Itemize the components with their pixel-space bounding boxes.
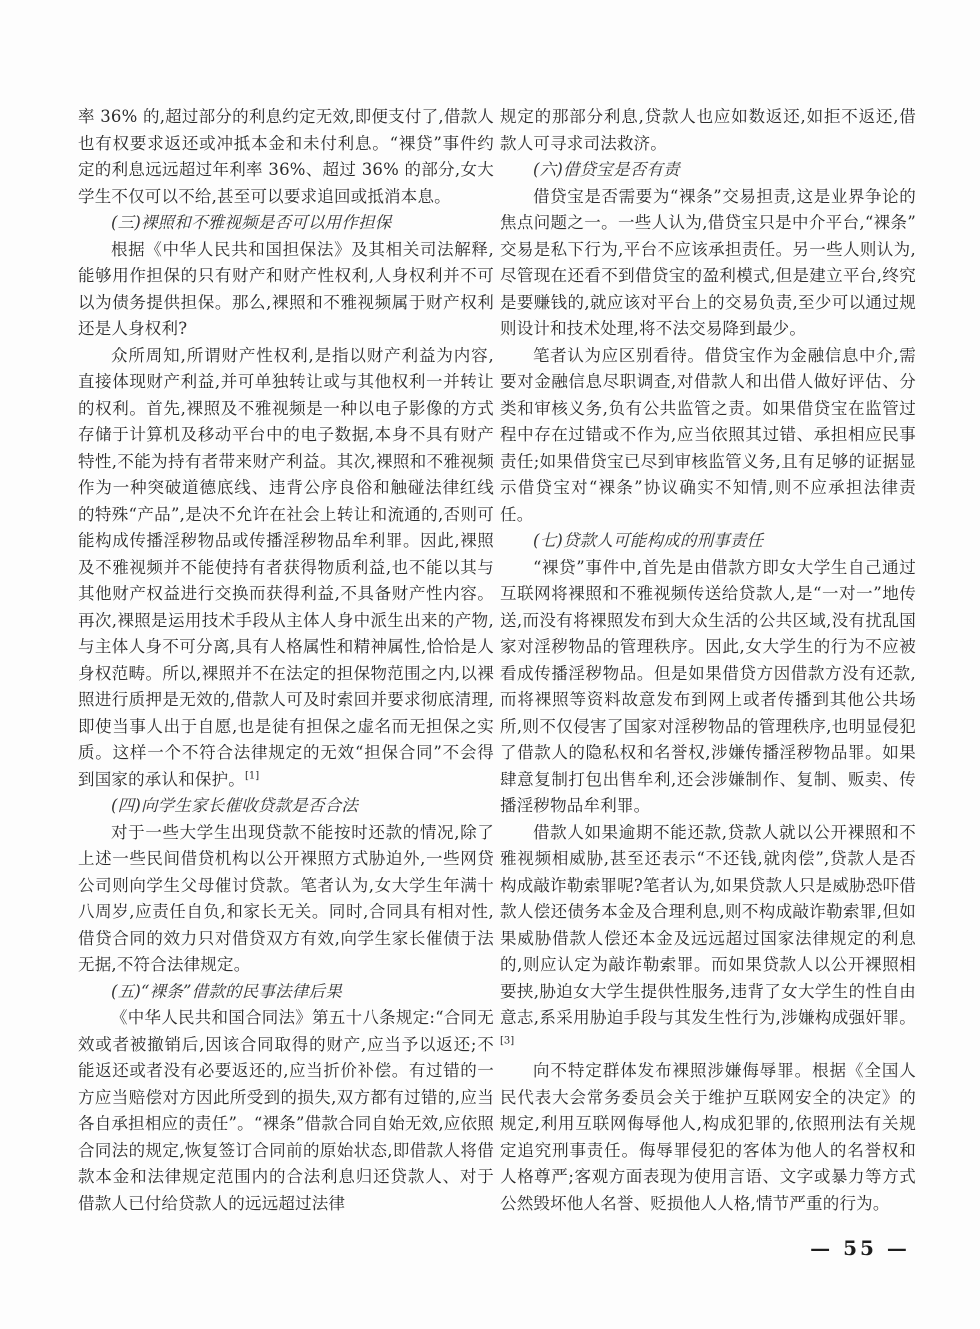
section-heading-4 bbox=[78, 793, 494, 820]
section-heading-3 bbox=[78, 210, 494, 237]
heading-text: (六)借贷宝是否有责 bbox=[533, 160, 680, 179]
section-heading-5 bbox=[78, 979, 494, 1006]
paragraph bbox=[500, 820, 916, 1059]
left-column bbox=[78, 104, 494, 1217]
paragraph-text: 众所周知,所谓财产性权利,是指以财产利益为内容,直接体现财产利益,并可单独转让或与其他权利一并转让的权利。首先,裸照及不雅视频是一种以电子影像的方式存储于计算机及移动平台中的电子数据,本身不具有财产特性,不能为持有者带来财产利益。其次,裸照和不雅视频作为一种突破道德底线、违背公序良俗和触碰法律红线的特殊“产品”,是决不允许在社会上转让和流通的,否则可能构成传播淫秽物品或传播淫秽物品牟利罪。因此,裸照及不雅视频并不能使持有者获得物质利益,也不能以其与其他财产权益进行交换而获得利益,不具备财产性内容。再次,裸照是运用技术手段从主体人身中派生出来的产物,与主体人身不可分离,具有人格属性和精神属性,恰恰是人身权范畴。所以,裸照并不在法定的担保物范围之内,以裸照进行质押是无效的,借款人可及时索回并要求彻底清理,即使当事人出于自愿,也是徒有担保之虚名而无担保之实质。这样一个不符合法律规定的无效“担保合同”不会得到国家的承认和保护。 bbox=[78, 345, 494, 789]
paragraph-text: 对于一些大学生出现贷款不能按时还款的情况,除了上述一些民间借贷机构以公开裸照方式胁迫外,一些网贷公司则向学生父母催讨贷款。笔者认为,女大学生年满十八周岁,应责任自负,和家长无关。同时,合同具有相对性,借贷合同的效力只对借贷双方有效,向学生家长催债于法无据,不符合法律规定。 bbox=[78, 822, 494, 974]
section-heading-7 bbox=[500, 528, 916, 555]
paragraph-text: “裸贷”事件中,首先是由借款方即女大学生自己通过互联网将裸照和不雅视频传送给贷款人,是“一对一”地传送,而没有将裸照发布到大众生活的公共区域,没有扰乱国家对淫秽物品的管理秩序。因此,女大学生的行为不应被看成传播淫秽物品。但是如果借贷方因借款方没有还款,而将裸照等资料故意发布到网上或者传播到其他公共场所,则不仅侵害了国家对淫秽物品的管理秩序,也明显侵犯了借款人的隐私权和名誉权,涉嫌传播淫秽物品罪。如果肆意复制打包出售牟利,还会涉嫌制作、复制、贩卖、传播淫秽物品牟利罪。 bbox=[500, 557, 916, 815]
footnote-marker: [3] bbox=[500, 1035, 515, 1046]
paragraph bbox=[78, 820, 494, 979]
paragraph bbox=[78, 1005, 494, 1217]
paragraph bbox=[500, 555, 916, 820]
paragraph-text: 向不特定群体发布裸照涉嫌侮辱罪。根据《全国人民代表大会常务委员会关于维护互联网安全的决定》的规定,利用互联网侮辱他人,构成犯罪的,依照刑法有关规定追究刑事责任。侮辱罪侵犯的客体为他人的名誉权和人格尊严;客观方面表现为使用言语、文字或暴力等方式公然毁坏他人名誉、贬损他人人格,情节严重的行为。 bbox=[500, 1061, 916, 1213]
heading-text: (五)“裸条”借款的民事法律后果 bbox=[111, 981, 342, 1001]
page-number: — 55 — bbox=[810, 1236, 910, 1260]
right-column bbox=[500, 104, 916, 1217]
heading-text: (四)向学生家长催收贷款是否合法 bbox=[111, 796, 359, 815]
paragraph-text: 笔者认为应区别看待。借贷宝作为金融信息中介,需要对金融信息尽职调查,对借款人和出借人做好评估、分类和审核义务,负有公共监管之责。如果借贷宝在监管过程中存在过错或不作为,应当依照其过错、承担相应民事责任;如果借贷宝已尽到审核监管义务,且有足够的证据显示借贷宝对“裸条”协议确实不知情,则不应承担法律责任。 bbox=[500, 345, 916, 524]
paragraph bbox=[500, 1058, 916, 1217]
section-heading-6 bbox=[500, 157, 916, 184]
footnote-marker: [1] bbox=[245, 770, 260, 781]
paragraph-text: 根据《中华人民共和国担保法》及其相关司法解释,能够用作担保的只有财产和财产性权利,人身权利并不可以为债务提供担保。那么,裸照和不雅视频属于财产权利还是人身权利? bbox=[78, 239, 494, 338]
paragraph-text: 《中华人民共和国合同法》第五十八条规定:“合同无效或者被撤销后,因该合同取得的财产,应当予以返还;不能返还或者没有必要返还的,应当折价补偿。有过错的一方应当赔偿对方因此所受到的损失,双方都有过错的,应当各自承担相应的责任”。“裸条”借款合同自始无效,应依照合同法的规定,恢复签订合同前的原始状态,即借款人将借款本金和法律规定范围内的合法利息归还贷款人、对于借款人已付给贷款人的远远超过法律 bbox=[78, 1008, 494, 1213]
paragraph-text: 借款人如果逾期不能还款,贷款人就以公开裸照和不雅视频相威胁,甚至还表示“不还钱,就肉偿”,贷款人是否构成敲诈勒索罪呢?笔者认为,如果贷款人只是威胁恐吓借款人偿还债务本金及合理利息,则不构成敲诈勒索罪,但如果威胁借款人偿还本金及远远超过国家法律规定的利息的,则应认定为敲诈勒索罪。而如果贷款人以公开裸照相要挟,胁迫女大学生提供性服务,违背了女大学生的性自由意志,系采用胁迫手段与其发生性行为,涉嫌构成强奸罪。 bbox=[500, 822, 916, 1027]
paragraph-text: 率 36% 的,超过部分的利息约定无效,即便支付了,借款人也有权要求返还或冲抵本金和未付利息。“裸贷”事件约定的利息远远超过年利率 36%、超过 36% 的部分,女大学生不仅可以不给,甚至可以要求追回或抵消本息。 bbox=[78, 107, 494, 206]
paragraph bbox=[500, 343, 916, 529]
text-columns bbox=[78, 104, 916, 1217]
heading-text: (七)贷款人可能构成的刑事责任 bbox=[533, 531, 764, 550]
paragraph bbox=[78, 343, 494, 794]
paragraph-text: 规定的那部分利息,贷款人也应如数返还,如拒不返还,借款人可寻求司法救济。 bbox=[500, 107, 916, 153]
paragraph bbox=[500, 184, 916, 343]
heading-text: (三)裸照和不雅视频是否可以用作担保 bbox=[111, 213, 392, 232]
paragraph bbox=[500, 104, 916, 157]
paragraph-text: 借贷宝是否需要为“裸条”交易担责,这是业界争论的焦点问题之一。一些人认为,借贷宝只是中介平台,“裸条”交易是私下行为,平台不应该承担责任。另一些人则认为,尽管现在还看不到借贷宝的盈利模式,但是建立平台,终究是要赚钱的,就应该对平台上的交易负责,至少可以通过规则设计和技术处理,将不法交易降到最少。 bbox=[500, 186, 916, 338]
paragraph bbox=[78, 104, 494, 210]
paragraph bbox=[78, 237, 494, 343]
